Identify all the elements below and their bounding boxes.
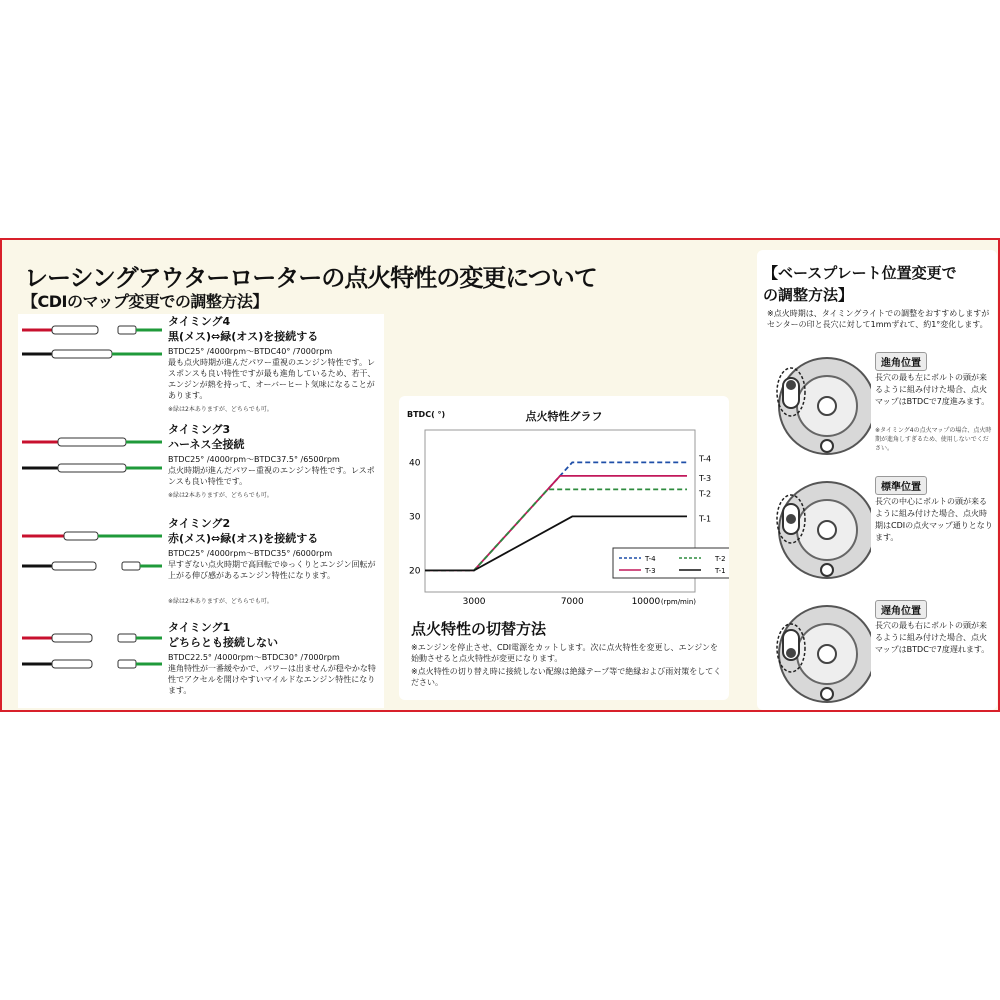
page-title: レーシングアウターローターの点火特性の変更について <box>24 264 597 292</box>
section-subtitle: 【CDIのマップ変更での調整方法】 <box>22 292 268 311</box>
switch-method-title: 点火特性の切替方法 <box>411 620 547 638</box>
retard-position-block <box>767 598 995 716</box>
ignition-chart <box>399 396 729 616</box>
advance-position-body: 長穴の最も左にボルトの頭が来るように組み付けた場合、点火マップはBTDCで7度進みます。 <box>875 373 990 406</box>
timing-4-body: 最も点火時期が進んだパワー重視のエンジン特性です。レスポンスも良い特性ですが最も進角しているため、若干、エンジンが熱を持って、オーバーヒート気味になることがあります。 <box>168 358 376 400</box>
rotor-diagram-advance-icon <box>767 350 871 462</box>
baseplate-title: 【ベースプレート位置変更での調整方法】 <box>763 264 957 304</box>
standard-position-block <box>767 474 995 592</box>
timing-4-note: ※緑は2本ありますが、どちらでも可。 <box>168 406 273 413</box>
y-tick-label: 40 <box>409 458 421 469</box>
y-tick-label: 20 <box>409 566 421 577</box>
standard-position-label: 標準位置 <box>875 476 927 495</box>
retard-position-label: 遅角位置 <box>875 600 927 619</box>
standard-position-body: 長穴の中心にボルトの頭が来るように組み付けた場合、点火時期はCDIの点火マップ通りとなります。 <box>875 497 993 542</box>
switch-note-1: ※エンジンを停止させ、CDI電源をカットします。次に点火特性を変更し、エンジンを始動させると点火特性が変更になります。 <box>411 643 719 663</box>
graph-panel <box>385 314 739 708</box>
y-tick-label: 30 <box>409 512 421 523</box>
timing-3-body: 点火時期が進んだパワー重視のエンジン特性です。レスポンスも良い特性です。 <box>168 466 375 486</box>
legend-label: T-2 <box>715 555 726 563</box>
timing-4-title: タイミング4 <box>168 315 231 328</box>
legend-label: T-4 <box>645 555 656 563</box>
timing-4-spec: BTDC25° /4000rpm～BTDC40° /7000rpm <box>168 347 333 356</box>
advance-position-block <box>767 350 995 468</box>
x-tick-label: 3000 <box>462 597 486 607</box>
main-frame <box>0 238 1000 712</box>
timing-1-connection: どちらとも接続しない <box>168 636 278 649</box>
advance-position-note: ※タイミング4の点火マップの場合、点火時期が進角しすぎるため、使用しないでください。 <box>875 427 992 452</box>
legend-label: T-1 <box>715 567 726 575</box>
timing-3-note: ※緑は2本ありますが、どちらでも可。 <box>168 492 273 499</box>
timing-1-title: タイミング1 <box>168 621 231 634</box>
timing-1-body: 進角特性が一番緩やかで、パワーは出ませんが穏やかな特性でアクセルを開けやすいマイルドなエンジン特性になります。 <box>168 664 376 695</box>
timing-1-spec: BTDC22.5° /4000rpm～BTDC30° /7000rpm <box>168 653 340 662</box>
timing-4-wiring-diagram <box>22 316 162 366</box>
x-axis-label: (rpm/min) <box>660 598 696 606</box>
x-tick-label: 7000 <box>560 597 584 607</box>
timing-3-title: タイミング3 <box>168 423 231 436</box>
timing-4-connection: 黒(メス)⇔緑(オス)を接続する <box>168 330 319 343</box>
chart-legend-box <box>613 548 729 578</box>
timing-2-body: 早すぎない点火時期で高回転でゆっくりとエンジン回転が上がる伸び感があるエンジン特性になります。 <box>168 560 376 580</box>
timing-2-title: タイミング2 <box>168 517 231 530</box>
series-end-label: T-3 <box>699 473 712 483</box>
x-tick-label: 10000 <box>631 597 661 607</box>
rotor-diagram-retard-icon <box>767 598 871 710</box>
timing-2-connection: 赤(メス)⇔緑(オス)を接続する <box>168 532 319 545</box>
baseplate-panel <box>757 250 997 710</box>
timing-3-connection: ハーネス全接続 <box>168 438 245 451</box>
series-end-label: T-1 <box>699 514 712 524</box>
timing-3-spec: BTDC25° /4000rpm～BTDC37.5° /6500rpm <box>168 455 340 464</box>
timing-2-wiring-diagram <box>22 524 162 580</box>
timing-panel <box>18 314 384 708</box>
timing-1-wiring-diagram <box>22 626 162 678</box>
retard-position-body: 長穴の最も右にボルトの頭が来るように組み付けた場合、点火マップはBTDCで7度遅れます。 <box>875 621 990 654</box>
timing-2-spec: BTDC25° /4000rpm～BTDC35° /6000rpm <box>168 549 333 558</box>
timing-3-wiring-diagram <box>22 428 162 478</box>
chart-title: 点火特性グラフ <box>525 410 603 423</box>
chart-y-axis-label: BTDC( °) <box>407 410 446 419</box>
legend-label: T-3 <box>645 567 656 575</box>
ignition-graph-card <box>399 396 729 700</box>
series-end-label: T-4 <box>699 454 712 464</box>
rotor-diagram-standard-icon <box>767 474 871 586</box>
series-end-label: T-2 <box>699 489 712 499</box>
advance-position-label: 進角位置 <box>875 352 927 371</box>
baseplate-note: ※点火時期は、タイミングライトでの調整をおすすめしますがセンターの印と長穴に対して1mmずれて、約1°変化します。 <box>767 309 990 329</box>
timing-2-note: ※緑は2本ありますが、どちらでも可。 <box>168 598 273 605</box>
switch-note-2: ※点火特性の切り替え時に接続しない配線は絶縁テープ等で絶縁および雨対策をしてください。 <box>411 667 722 687</box>
